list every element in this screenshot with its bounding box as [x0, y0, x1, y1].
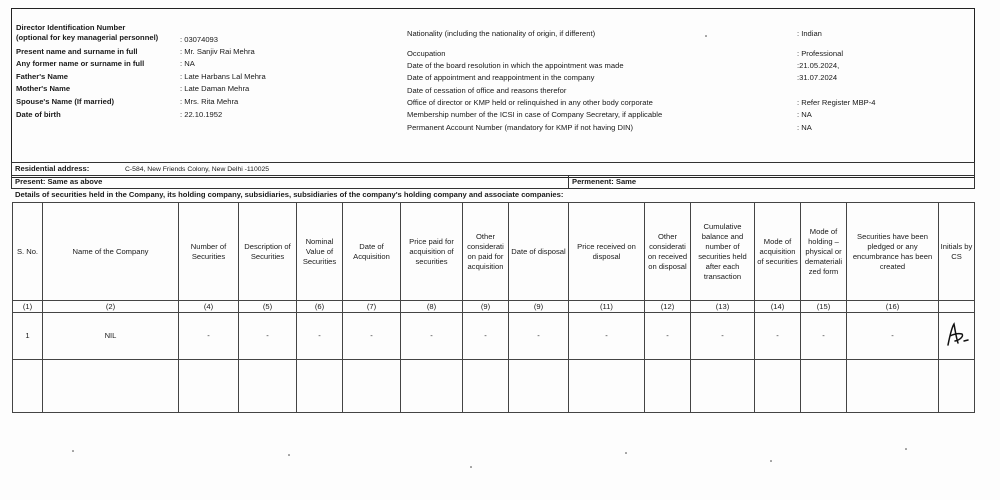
table-cell: -	[509, 313, 569, 360]
table-cell	[239, 360, 297, 413]
divider	[11, 162, 12, 188]
header-number-of-securities: Number of Securities	[179, 203, 239, 301]
value-appointment-date: :31.07.2024	[797, 73, 838, 82]
label-appointment-date: Date of appointment and reappointment in the company	[407, 73, 595, 82]
value-other-office: : Refer Register MBP-4	[797, 98, 876, 107]
divider	[568, 175, 569, 188]
table-cell	[691, 360, 755, 413]
cell-s-no: 1	[13, 313, 43, 360]
value-pan: : NA	[797, 123, 812, 132]
table-cell: -	[463, 313, 509, 360]
label-icsi-membership: Membership number of the ICSI in case of Company Secretary, if applicable	[407, 110, 663, 119]
label-board-resolution-date: Date of the board resolution in which the appointment was made	[407, 61, 624, 70]
divider	[11, 188, 975, 189]
table-row	[13, 313, 975, 360]
header-company-name: Name of the Company	[43, 203, 179, 301]
value-nationality: : Indian	[797, 29, 822, 38]
label-cessation: Date of cessation of office and reasons therefor	[407, 86, 567, 95]
column-number: (9)	[463, 301, 509, 313]
column-number	[939, 301, 975, 313]
table-cell: -	[691, 313, 755, 360]
table-cell: -	[401, 313, 463, 360]
label-mother-name: Mother's Name	[16, 84, 71, 93]
value-present-name: : Mr. Sanjiv Rai Mehra	[180, 47, 255, 56]
cell-company-name: NIL	[43, 313, 179, 360]
column-number: (9)	[509, 301, 569, 313]
cs-initials-signature	[942, 319, 972, 349]
value-din: : 03074093	[180, 35, 219, 44]
value-father-name: : Late Harbans Lal Mehra	[180, 72, 266, 81]
table-header-row	[13, 203, 975, 301]
table-cell	[509, 360, 569, 413]
value-occupation: : Professional	[797, 49, 844, 58]
scan-speck	[470, 466, 472, 468]
column-number: (8)	[401, 301, 463, 313]
address-section	[11, 162, 975, 202]
label-present-name: Present name and surname in full	[16, 47, 138, 56]
table-cell	[297, 360, 343, 413]
label-other-office: Office of director or KMP held or relinquished in any other body corporate	[407, 98, 653, 107]
table-cell: -	[297, 313, 343, 360]
header-price-received: Price received on disposal	[569, 203, 645, 301]
table-cell	[569, 360, 645, 413]
table-cell	[755, 360, 801, 413]
label-din: Director Identification Number	[16, 23, 126, 32]
column-number: (2)	[43, 301, 179, 313]
column-number: (5)	[239, 301, 297, 313]
header-other-consideration-received: Other considerati on received on disposal	[645, 203, 691, 301]
permanent-address: Permenent: Same	[572, 177, 637, 186]
header-description: Description of Securities	[239, 203, 297, 301]
securities-details-heading: Details of securities held in the Company, its holding company, subsidiaries, subsidiaries of the company's holding company and associate companies:	[15, 190, 564, 199]
table-row	[13, 360, 975, 413]
scan-speck	[705, 35, 707, 37]
table-cell: -	[645, 313, 691, 360]
column-number: (13)	[691, 301, 755, 313]
table-cell	[847, 360, 939, 413]
column-number: (6)	[297, 301, 343, 313]
table-cell	[43, 360, 179, 413]
label-dob: Date of birth	[16, 110, 61, 119]
table-cell	[939, 360, 975, 413]
label-former-name: Any former name or surname in full	[16, 59, 145, 68]
column-number: (15)	[801, 301, 847, 313]
present-address: Present: Same as above	[15, 177, 103, 186]
scan-speck	[625, 452, 627, 454]
header-nominal-value: Nominal Value of Securities	[297, 203, 343, 301]
table-cell	[343, 360, 401, 413]
header-mode-acquisition: Mode of acquisition of securities	[755, 203, 801, 301]
cell-initials	[939, 313, 975, 360]
table-cell	[463, 360, 509, 413]
table-cell	[13, 360, 43, 413]
label-pan: Permanent Account Number (mandatory for KMP if not having DIN)	[407, 123, 634, 132]
table-cell	[645, 360, 691, 413]
value-dob: : 22.10.1952	[180, 110, 223, 119]
scan-speck	[288, 454, 290, 456]
table-cell: -	[801, 313, 847, 360]
column-number: (14)	[755, 301, 801, 313]
label-nationality: Nationality (including the nationality of origin, if different)	[407, 29, 596, 38]
header-initials-cs: Initials by CS	[939, 203, 975, 301]
header-pledged: Securities have been pledged or any encumbrance has been created	[847, 203, 939, 301]
director-details-box	[11, 8, 975, 178]
label-father-name: Father's Name	[16, 72, 69, 81]
column-number: (16)	[847, 301, 939, 313]
header-date-disposal: Date of disposal	[509, 203, 569, 301]
column-number: (7)	[343, 301, 401, 313]
column-number: (4)	[179, 301, 239, 313]
value-spouse-name: : Mrs. Rita Mehra	[180, 97, 239, 106]
scan-speck	[905, 448, 907, 450]
table-cell	[179, 360, 239, 413]
value-board-resolution-date: :21.05.2024,	[797, 61, 840, 70]
column-number: (1)	[13, 301, 43, 313]
header-other-consideration-paid: Other considerati on paid for acquisition	[463, 203, 509, 301]
scan-speck	[72, 450, 74, 452]
table-cell: -	[343, 313, 401, 360]
column-number: (12)	[645, 301, 691, 313]
divider	[11, 162, 975, 163]
residential-address-value: C-584, New Friends Colony, New Delhi -110025	[125, 166, 270, 173]
label-occupation: Occupation	[407, 49, 446, 58]
column-number-row	[13, 301, 975, 313]
table-cell	[801, 360, 847, 413]
scan-speck	[770, 460, 772, 462]
header-cumulative-balance: Cumulative balance and number of securities held after each transaction	[691, 203, 755, 301]
table-cell: -	[239, 313, 297, 360]
label-din-optional: (optional for key managerial personnel)	[16, 33, 159, 42]
value-former-name: : NA	[180, 59, 195, 68]
header-date-acquisition: Date of Acquisition	[343, 203, 401, 301]
value-icsi-membership: : NA	[797, 110, 812, 119]
table-cell: -	[755, 313, 801, 360]
divider	[974, 162, 975, 188]
label-spouse-name: Spouse's Name (If married)	[16, 97, 115, 106]
securities-table	[12, 202, 975, 413]
value-mother-name: : Late Daman Mehra	[180, 84, 250, 93]
table-cell: -	[179, 313, 239, 360]
table-cell: -	[847, 313, 939, 360]
divider	[11, 175, 975, 176]
header-s-no: S. No.	[13, 203, 43, 301]
header-price-paid: Price paid for acquisition of securities	[401, 203, 463, 301]
column-number: (11)	[569, 301, 645, 313]
table-cell	[401, 360, 463, 413]
residential-address-label: Residential address:	[15, 164, 90, 173]
table-cell: -	[569, 313, 645, 360]
header-mode-holding: Mode of holding – physical or demateriali zed form	[801, 203, 847, 301]
